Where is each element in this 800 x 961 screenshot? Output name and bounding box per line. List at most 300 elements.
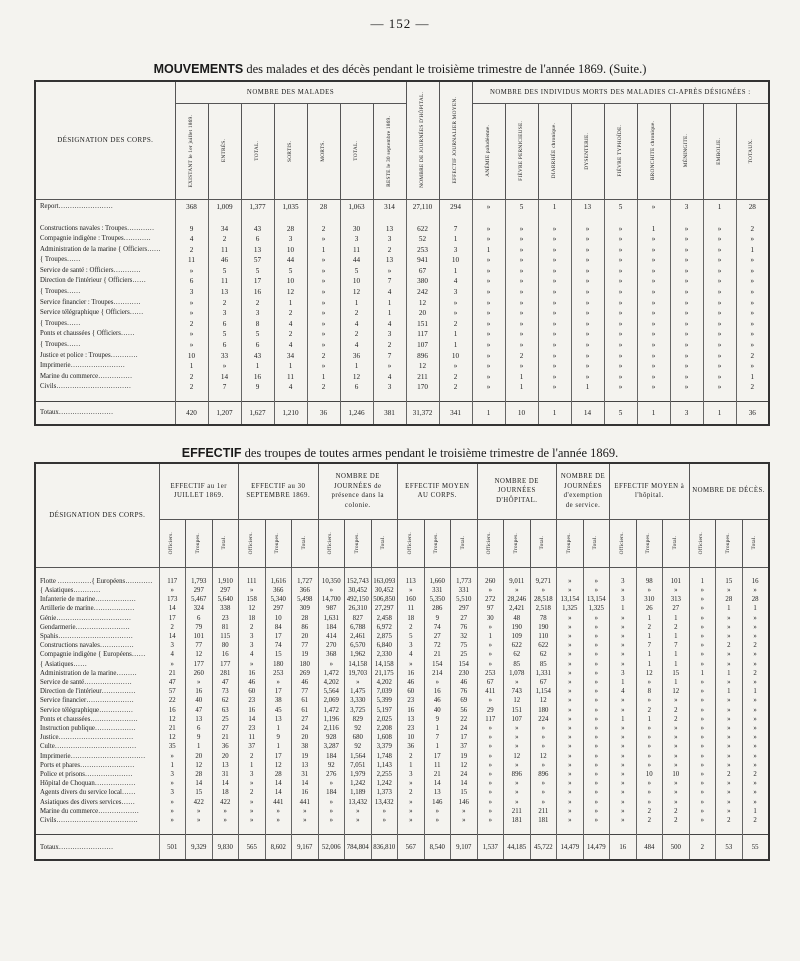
table-cell: » <box>610 807 637 816</box>
table-cell: 1,078 <box>504 669 531 678</box>
table-cell: 2 <box>663 623 690 632</box>
table-cell: 31 <box>292 770 319 779</box>
table-cell: » <box>670 276 703 287</box>
table-cell: » <box>663 798 690 807</box>
table-cell: » <box>583 586 610 595</box>
sub-header <box>159 519 186 567</box>
table-cell: » <box>477 761 504 770</box>
spacer-cell <box>557 825 584 835</box>
table-cell: 7 <box>373 276 406 287</box>
table-cell: » <box>670 329 703 340</box>
table-cell: » <box>571 255 604 266</box>
table-cell: 18 <box>239 614 266 623</box>
table-cell: » <box>604 319 637 330</box>
table-row <box>35 298 769 309</box>
table-cell: 12 <box>504 696 531 705</box>
table-cell: 13,432 <box>345 798 372 807</box>
table-cell: 13 <box>373 224 406 235</box>
col-header <box>340 103 373 199</box>
table-cell: 38 <box>265 696 292 705</box>
table-cell: » <box>505 361 538 372</box>
spacer-cell <box>424 567 451 577</box>
table-cell: » <box>742 650 769 659</box>
table-cell: 297 <box>451 604 478 613</box>
sub-header-label: Total. <box>221 536 228 550</box>
table-cell: » <box>504 742 531 751</box>
table-cell: 13 <box>212 761 239 770</box>
spacer-cell <box>175 216 208 224</box>
col-header-label: FIÈVRE PERNICIEUSE. <box>517 121 524 181</box>
sub-header-label: Total. <box>592 536 599 550</box>
col-header-label: FIÈVRE TYPHOÏDE. <box>616 125 623 177</box>
table-cell: 1,154 <box>530 687 557 696</box>
table-row <box>35 308 769 319</box>
table-cell: » <box>504 761 531 770</box>
table-cell: » <box>472 329 505 340</box>
table-cell: » <box>557 798 584 807</box>
table-cell: » <box>557 660 584 669</box>
spacer-cell <box>175 393 208 402</box>
table-cell: 896 <box>504 770 531 779</box>
table-cell: 158 <box>239 595 266 604</box>
table-cell: » <box>716 696 743 705</box>
table-cell: 10 <box>439 255 472 266</box>
table-cell: 12 <box>340 287 373 298</box>
table-cell: 1 <box>472 245 505 256</box>
spacer-cell <box>703 216 736 224</box>
table-cell: 28,246 <box>504 595 531 604</box>
table-cell: » <box>538 382 571 393</box>
table-cell: » <box>583 724 610 733</box>
table-cell: 37 <box>451 742 478 751</box>
table-cell: » <box>689 696 716 705</box>
table-cell: 2 <box>239 623 266 632</box>
table-cell: 14,479 <box>557 835 584 861</box>
table-cell: » <box>742 788 769 797</box>
sub-header-label: Total. <box>380 536 387 550</box>
table-cell: » <box>557 687 584 696</box>
table-cell: » <box>636 788 663 797</box>
table-cell: 12 <box>663 687 690 696</box>
spacer-cell <box>689 825 716 835</box>
table-cell: » <box>716 788 743 797</box>
table-cell: » <box>307 340 340 351</box>
table-cell: » <box>583 770 610 779</box>
table-cell: 3 <box>670 199 703 216</box>
table-cell: » <box>505 340 538 351</box>
table-cell: 13 <box>292 761 319 770</box>
table-cell: » <box>265 816 292 825</box>
table-cell: 16 <box>186 687 213 696</box>
table-cell: 3 <box>373 234 406 245</box>
table-cell: » <box>398 816 425 825</box>
table-cell: » <box>571 308 604 319</box>
table-row <box>35 287 769 298</box>
table-cell: » <box>159 586 186 595</box>
col-header-label: TOTAL. <box>352 141 359 161</box>
table-cell: 62 <box>530 650 557 659</box>
table-cell: 16 <box>239 706 266 715</box>
row-label: Flotte ……………{ Européens………… <box>35 577 159 586</box>
spacer-cell <box>340 216 373 224</box>
spacer-cell <box>35 825 159 835</box>
spacer-cell <box>505 216 538 224</box>
table-cell: 44,185 <box>504 835 531 861</box>
table-cell: » <box>716 724 743 733</box>
table-cell: 2 <box>175 245 208 256</box>
table-cell: » <box>239 807 266 816</box>
table-cell: 14 <box>424 779 451 788</box>
table-cell: 113 <box>398 577 425 586</box>
table-cell: » <box>583 687 610 696</box>
table-cell: » <box>472 224 505 235</box>
table-cell: » <box>663 788 690 797</box>
table-cell: » <box>504 678 531 687</box>
spacer-cell <box>373 393 406 402</box>
row-label: Direction de l'intérieur { Officiers…… <box>35 276 175 287</box>
table-cell: 28 <box>186 770 213 779</box>
table-cell: » <box>307 298 340 309</box>
table-cell: 1,793 <box>186 577 213 586</box>
table-cell: 12 <box>451 761 478 770</box>
spacer-row <box>35 393 769 402</box>
table-cell: 5 <box>398 632 425 641</box>
row-label: Ponts et chaussées { Officiers…… <box>35 329 175 340</box>
table-cell: 1 <box>663 614 690 623</box>
table-cell: 4 <box>373 319 406 330</box>
table-cell: » <box>505 329 538 340</box>
table-cell: 2 <box>439 319 472 330</box>
table-cell: 1 <box>742 604 769 613</box>
table-cell: 55 <box>742 835 769 861</box>
table-cell: » <box>736 340 769 351</box>
table-cell: 21 <box>424 650 451 659</box>
table-cell: 2 <box>742 641 769 650</box>
table1-title-suite: (Suite.) <box>606 62 647 76</box>
table-cell: » <box>703 351 736 362</box>
table-cell: » <box>703 255 736 266</box>
table-row <box>35 372 769 383</box>
col-header-label: MORTS. <box>319 140 326 162</box>
table-cell: 1 <box>636 715 663 724</box>
table-cell: 72 <box>424 641 451 650</box>
table-cell: 1,962 <box>345 650 372 659</box>
table-cell: 331 <box>451 586 478 595</box>
table-cell: 1,196 <box>318 715 345 724</box>
table-cell: 85 <box>504 660 531 669</box>
table-cell: » <box>538 255 571 266</box>
table-cell: » <box>307 329 340 340</box>
table-cell: » <box>703 266 736 277</box>
spacer-cell <box>159 567 186 577</box>
table-cell: 7 <box>439 224 472 235</box>
table-cell: 1 <box>663 650 690 659</box>
table-cell: 21 <box>424 770 451 779</box>
table-cell: 1,979 <box>345 770 372 779</box>
table-row <box>35 798 769 807</box>
row-label: Administration de la marine { Officiers…… <box>35 245 175 256</box>
row-label: Justice…………………………… <box>35 733 159 742</box>
table-cell: 36 <box>736 402 769 426</box>
table-cell: » <box>610 733 637 742</box>
table-cell: 5 <box>274 266 307 277</box>
table-cell: 2 <box>663 807 690 816</box>
table-cell: » <box>689 816 716 825</box>
spacer-cell <box>736 393 769 402</box>
group-header: EFFECTIF au 1er JUILLET 1869. <box>159 463 239 519</box>
table-cell: 1,475 <box>345 687 372 696</box>
table-cell: 1 <box>340 298 373 309</box>
table-cell: » <box>583 577 610 586</box>
table-cell: » <box>689 752 716 761</box>
table-cell: 5,564 <box>318 687 345 696</box>
table-cell: 5 <box>241 266 274 277</box>
spacer-cell <box>557 567 584 577</box>
table-cell: 190 <box>530 623 557 632</box>
table-cell: » <box>689 623 716 632</box>
table-cell: » <box>571 234 604 245</box>
table-cell: 28 <box>265 770 292 779</box>
table-cell: » <box>736 308 769 319</box>
table-cell: » <box>292 816 319 825</box>
col-header <box>208 103 241 199</box>
table-cell: 1 <box>265 742 292 751</box>
table-cell: 101 <box>186 632 213 641</box>
table-cell: » <box>571 329 604 340</box>
sub-header <box>557 519 584 567</box>
table-row <box>35 319 769 330</box>
table-cell: » <box>530 586 557 595</box>
table-cell: » <box>716 779 743 788</box>
table-cell: » <box>477 807 504 816</box>
col-header <box>637 103 670 199</box>
spacer-cell <box>604 216 637 224</box>
table-row <box>35 715 769 724</box>
table-cell: 20 <box>212 752 239 761</box>
table-cell: » <box>583 761 610 770</box>
table-cell: 4 <box>159 650 186 659</box>
table-cell: » <box>610 798 637 807</box>
spacer-cell <box>292 567 319 577</box>
spacer-cell <box>604 393 637 402</box>
table-cell: 60 <box>239 687 266 696</box>
table-cell: 4,202 <box>371 678 398 687</box>
table-cell: » <box>175 298 208 309</box>
table-cell: 13 <box>373 255 406 266</box>
spacer-cell <box>538 393 571 402</box>
table-cell: » <box>239 586 266 595</box>
table-row <box>35 623 769 632</box>
col-header-label: DIARRHÉE chronique. <box>550 123 557 179</box>
table-cell: 12 <box>406 361 439 372</box>
table-cell: 230 <box>451 669 478 678</box>
table-cell: 10 <box>398 733 425 742</box>
table-cell: » <box>557 577 584 586</box>
table-cell: » <box>477 770 504 779</box>
table-cell: » <box>703 276 736 287</box>
table-cell: 9 <box>241 382 274 393</box>
table-cell: 1 <box>538 199 571 216</box>
spacer-cell <box>504 567 531 577</box>
table-cell: » <box>505 255 538 266</box>
table-cell: » <box>736 329 769 340</box>
table-cell: » <box>504 724 531 733</box>
sub-header <box>424 519 451 567</box>
table-cell: » <box>530 761 557 770</box>
table-cell: 30 <box>477 614 504 623</box>
table-cell: 501 <box>159 835 186 861</box>
row-label: Marine du commerce……………… <box>35 807 159 816</box>
table-cell: » <box>663 779 690 788</box>
table-cell: 13,432 <box>371 798 398 807</box>
table-cell: 33 <box>208 351 241 362</box>
table-cell: 3 <box>373 382 406 393</box>
table-cell: 281 <box>212 669 239 678</box>
row-label: Totaux…………………… <box>35 835 159 861</box>
table-row <box>35 276 769 287</box>
table-cell: 2 <box>736 224 769 235</box>
table-cell: » <box>636 742 663 751</box>
table-cell: » <box>505 266 538 277</box>
table-cell: 170 <box>406 382 439 393</box>
row-label: Hôpital de Choquan……………… <box>35 779 159 788</box>
table-cell: 896 <box>406 351 439 362</box>
sub-header-label: Troupes. <box>274 532 281 554</box>
row-label: Ports et phares…………………… <box>35 761 159 770</box>
table-cell: » <box>716 742 743 751</box>
table2-title-bold: EFFECTIF <box>181 446 242 460</box>
table-cell: 314 <box>373 199 406 216</box>
table-cell: 3 <box>398 641 425 650</box>
table-cell: » <box>636 724 663 733</box>
spacer-cell <box>716 825 743 835</box>
col-header <box>505 103 538 199</box>
sub-header <box>504 519 531 567</box>
table-cell: » <box>307 266 340 277</box>
spacer-cell <box>239 567 266 577</box>
table-cell: 4 <box>274 340 307 351</box>
table-cell: 6 <box>340 382 373 393</box>
row-label: Totaux…………………… <box>35 402 175 426</box>
table-cell: » <box>636 696 663 705</box>
table-cell: » <box>505 287 538 298</box>
table-cell: » <box>451 807 478 816</box>
row-label: Constructions navales…………… <box>35 641 159 650</box>
sub-header-label: Troupes. <box>645 532 652 554</box>
table-cell: 28 <box>307 199 340 216</box>
table-cell: » <box>689 733 716 742</box>
spacer-row <box>35 216 769 224</box>
table-cell: » <box>636 779 663 788</box>
row-label: Justice et police : Troupes………… <box>35 351 175 362</box>
table-cell: 16 <box>742 577 769 586</box>
sub-header <box>265 519 292 567</box>
table-cell: » <box>557 586 584 595</box>
table-cell: 184 <box>318 623 345 632</box>
table-cell: 2 <box>663 816 690 825</box>
table-cell: 8,602 <box>265 835 292 861</box>
table-cell: » <box>663 742 690 751</box>
table-cell: » <box>477 660 504 669</box>
table-cell: » <box>472 361 505 372</box>
table-cell: » <box>175 308 208 319</box>
table-cell: 181 <box>530 816 557 825</box>
table-cell: 380 <box>406 276 439 287</box>
row-label: Ponts et chaussées………………… <box>35 715 159 724</box>
spacer-cell <box>208 216 241 224</box>
spacer-cell <box>610 567 637 577</box>
table-cell: 26 <box>636 604 663 613</box>
table-cell: 2 <box>175 372 208 383</box>
table-cell: » <box>663 752 690 761</box>
table-cell: 184 <box>318 752 345 761</box>
spacer-cell <box>239 825 266 835</box>
table-cell: » <box>742 623 769 632</box>
table-cell: 146 <box>451 798 478 807</box>
table-cell: 214 <box>424 669 451 678</box>
table-cell: » <box>689 798 716 807</box>
table-cell: 5 <box>505 199 538 216</box>
table-cell: 1,377 <box>241 199 274 216</box>
table-cell: 3 <box>208 308 241 319</box>
row-label: Service télégraphique { Officiers…… <box>35 308 175 319</box>
spacer-cell <box>208 393 241 402</box>
table-cell: » <box>636 761 663 770</box>
table-cell: 2 <box>307 224 340 235</box>
table-cell: 565 <box>239 835 266 861</box>
table-cell: 2 <box>239 788 266 797</box>
spacer-cell <box>472 216 505 224</box>
table-cell: 180 <box>265 660 292 669</box>
table-cell: 4,202 <box>318 678 345 687</box>
table-cell: 15 <box>663 669 690 678</box>
table-cell: 1 <box>610 678 637 687</box>
table-cell: 25 <box>212 715 239 724</box>
table-row <box>35 402 769 426</box>
table-cell: 151 <box>504 706 531 715</box>
table-cell: 3 <box>610 669 637 678</box>
table-cell: 27 <box>663 604 690 613</box>
spacer-cell <box>689 567 716 577</box>
table-cell: 47 <box>159 678 186 687</box>
table-cell: 1 <box>636 660 663 669</box>
col-header <box>538 103 571 199</box>
table-cell: 26,310 <box>345 604 372 613</box>
table-cell: 27,297 <box>371 604 398 613</box>
table-cell: 260 <box>477 577 504 586</box>
table-row <box>35 687 769 696</box>
table-cell: » <box>637 372 670 383</box>
table-cell: 2,458 <box>371 614 398 623</box>
table-cell: 1 <box>373 308 406 319</box>
table-cell: 9,011 <box>504 577 531 586</box>
table-cell: » <box>583 816 610 825</box>
col-header <box>274 103 307 199</box>
table-row <box>35 586 769 595</box>
table-cell: 27 <box>212 724 239 733</box>
table-cell: 173 <box>159 595 186 604</box>
col-header-label: EXISTANT le 1er juillet 1869. <box>187 114 194 188</box>
spacer-cell <box>451 825 478 835</box>
table-cell: » <box>742 632 769 641</box>
table-cell: 67 <box>406 266 439 277</box>
table-cell: 1,143 <box>371 761 398 770</box>
spacer-cell <box>530 567 557 577</box>
table-cell: 13,154 <box>557 595 584 604</box>
table-row <box>35 669 769 678</box>
table-cell: » <box>637 308 670 319</box>
table-cell: » <box>736 234 769 245</box>
